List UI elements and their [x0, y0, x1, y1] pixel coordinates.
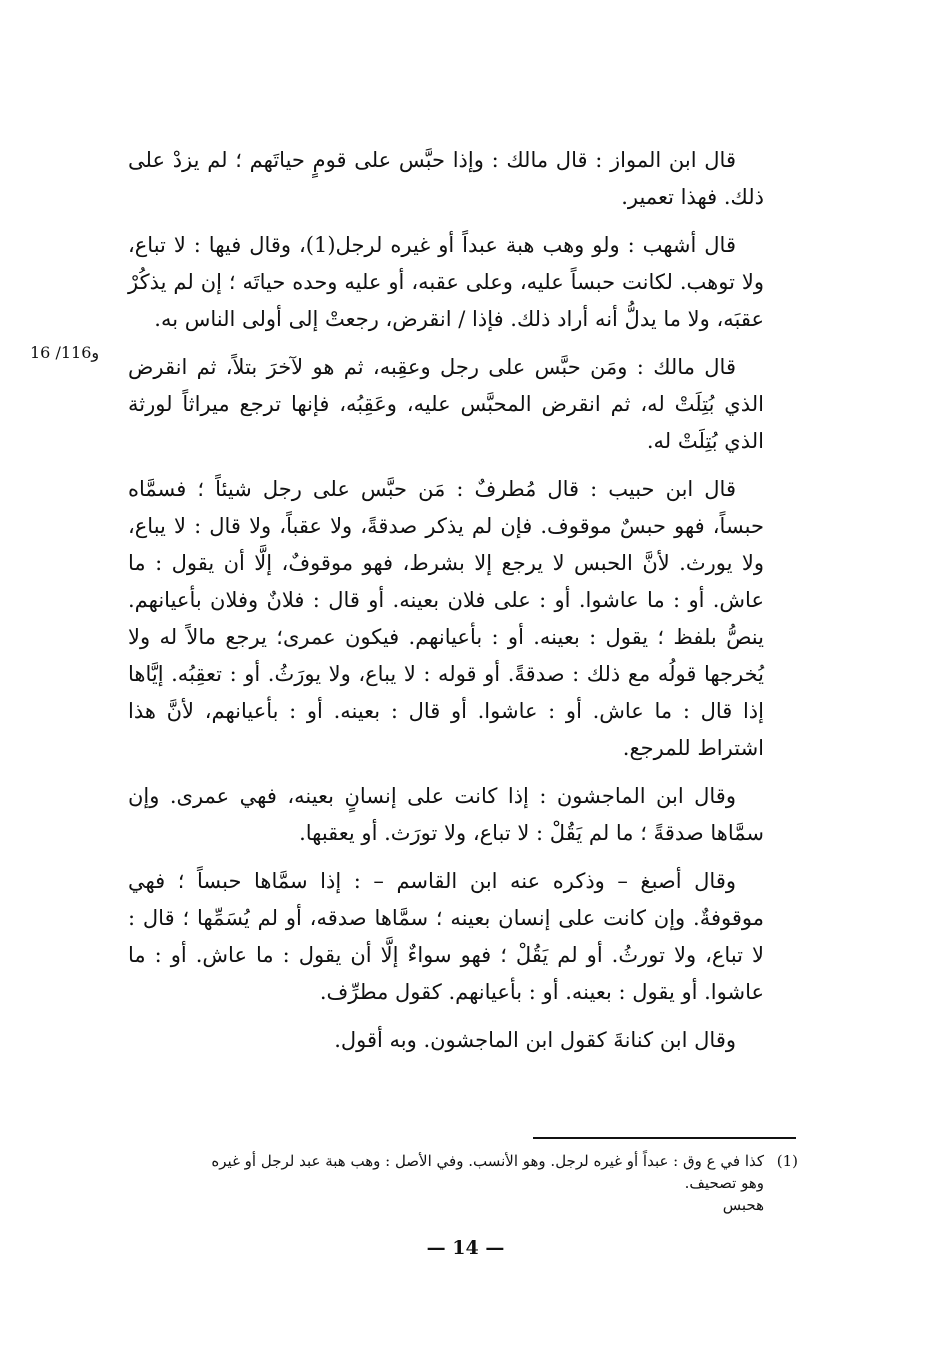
paragraph-malik: قال مالك : ومَن حبَّس على رجل وعقِبه، ثم هو لآخرَ بتلاً، ثم انقرض الذي بُتِلَتْ له، ثم انقرض المحبَّس عليه، وعَقِبُه، فإنها ترجع ميراثاً لورثة الذي بُتِلَتْ له. [128, 355, 764, 453]
footnote-divider [533, 1137, 796, 1139]
page-number: — 14 — [426, 1237, 505, 1259]
manuscript-folio-note: 16 /116و [30, 343, 100, 362]
footnote-line: كذا في ع وق : عبداً أو غيره لرجل. وهو الأنسب. وفي الأصل : وهب هبة عبد لرجل أو غيره [211, 1152, 764, 1170]
paragraph-ashhab: قال أشهب : ولو وهب هبة عبداً أو غيره لرجل(1)، وقال فيها : لا تباع، ولا توهب. لكانت حبساً عليه، وعلى عقبه، أو عليه وحده حياتَه ؛ إن لم يذكُرْ عقبَه، ولا ما يدلُّ أنه أراد ذلك. فإذا / انقرض، رجعتْ إلى أولى الناس به. [128, 233, 764, 331]
paragraph-asbagh: وقال أصبغ – وذكره عنه ابن القاسم – : إذا سمَّاها حبساً ؛ فهي موقوفةٌ. وإن كانت على إنسان بعينه ؛ سمَّاها صدقه، أو لم يُسَمِّها ؛ قال : لا تباع، ولا تورثُ. أو لم يَقُلْ ؛ فهو سواءٌ إلَّا أن يقول : ما عاش. أو : ما عاشوا. أو يقول : بعينه. أو : بأعيانهم. كقول مطرِّف. [128, 869, 764, 1004]
footnote [128, 1150, 798, 1216]
footnote-line: هحبس [722, 1196, 764, 1214]
paragraph-ibn-kinana: وقال ابن كنانةَ كقول ابن الماجشون. وبه أقول. [334, 1028, 736, 1052]
main-text [128, 142, 764, 1059]
paragraph-ibn-al-majishun: وقال ابن الماجشون : إذا كانت على إنسانٍ بعينه، فهي عمرى. وإن سمَّاها صدقةً ؛ ما لم يَقُلْ : لا تباع، ولا تورَث. أو يعقبها. [128, 784, 764, 845]
footnote-marker: (1) [776, 1152, 798, 1170]
footnote-line: وهو تصحيف. [684, 1174, 764, 1192]
paragraph-ibn-habib: قال ابن حبيب : قال مُطرفٌ : مَن حبَّس على رجل شيئاً ؛ فسمَّاه حبساً، فهو حبسٌ موقوف. فإن لم يذكر صدقةً، ولا عقباً، ولا قال : لا يباع، ولا يورث. لأنَّ الحبس لا يرجع إلا بشرط، فهو موقوفٌ، إلَّا أن يقول : ما عاش. أو : ما عاشوا. أو : على فلان بعينه. أو قال : فلانٌ وفلان بأعيانهم. ينصُّ بلفظ ؛ يقول : بعينه. أو : بأعيانهم. فيكون عمرى؛ يرجع مالاً له ولا يُخرجها قولُه مع ذلك : صدقةً. أو قوله : لا يباع، ولا يورَثُ. أو : تعقِبُه. إيَّاها إذا قال : ما عاش. أو : عاشوا. أو قال : بعينه. أو : بأعيانهم، لأنَّ هذا اشتراط للمرجع. [128, 477, 764, 760]
paragraph-ibn-al-mawwaz: قال ابن المواز : قال مالك : وإذا حبَّس على قومٍ حياتَهم ؛ لم يزدْ على ذلك. فهذا تعمير. [128, 148, 764, 209]
